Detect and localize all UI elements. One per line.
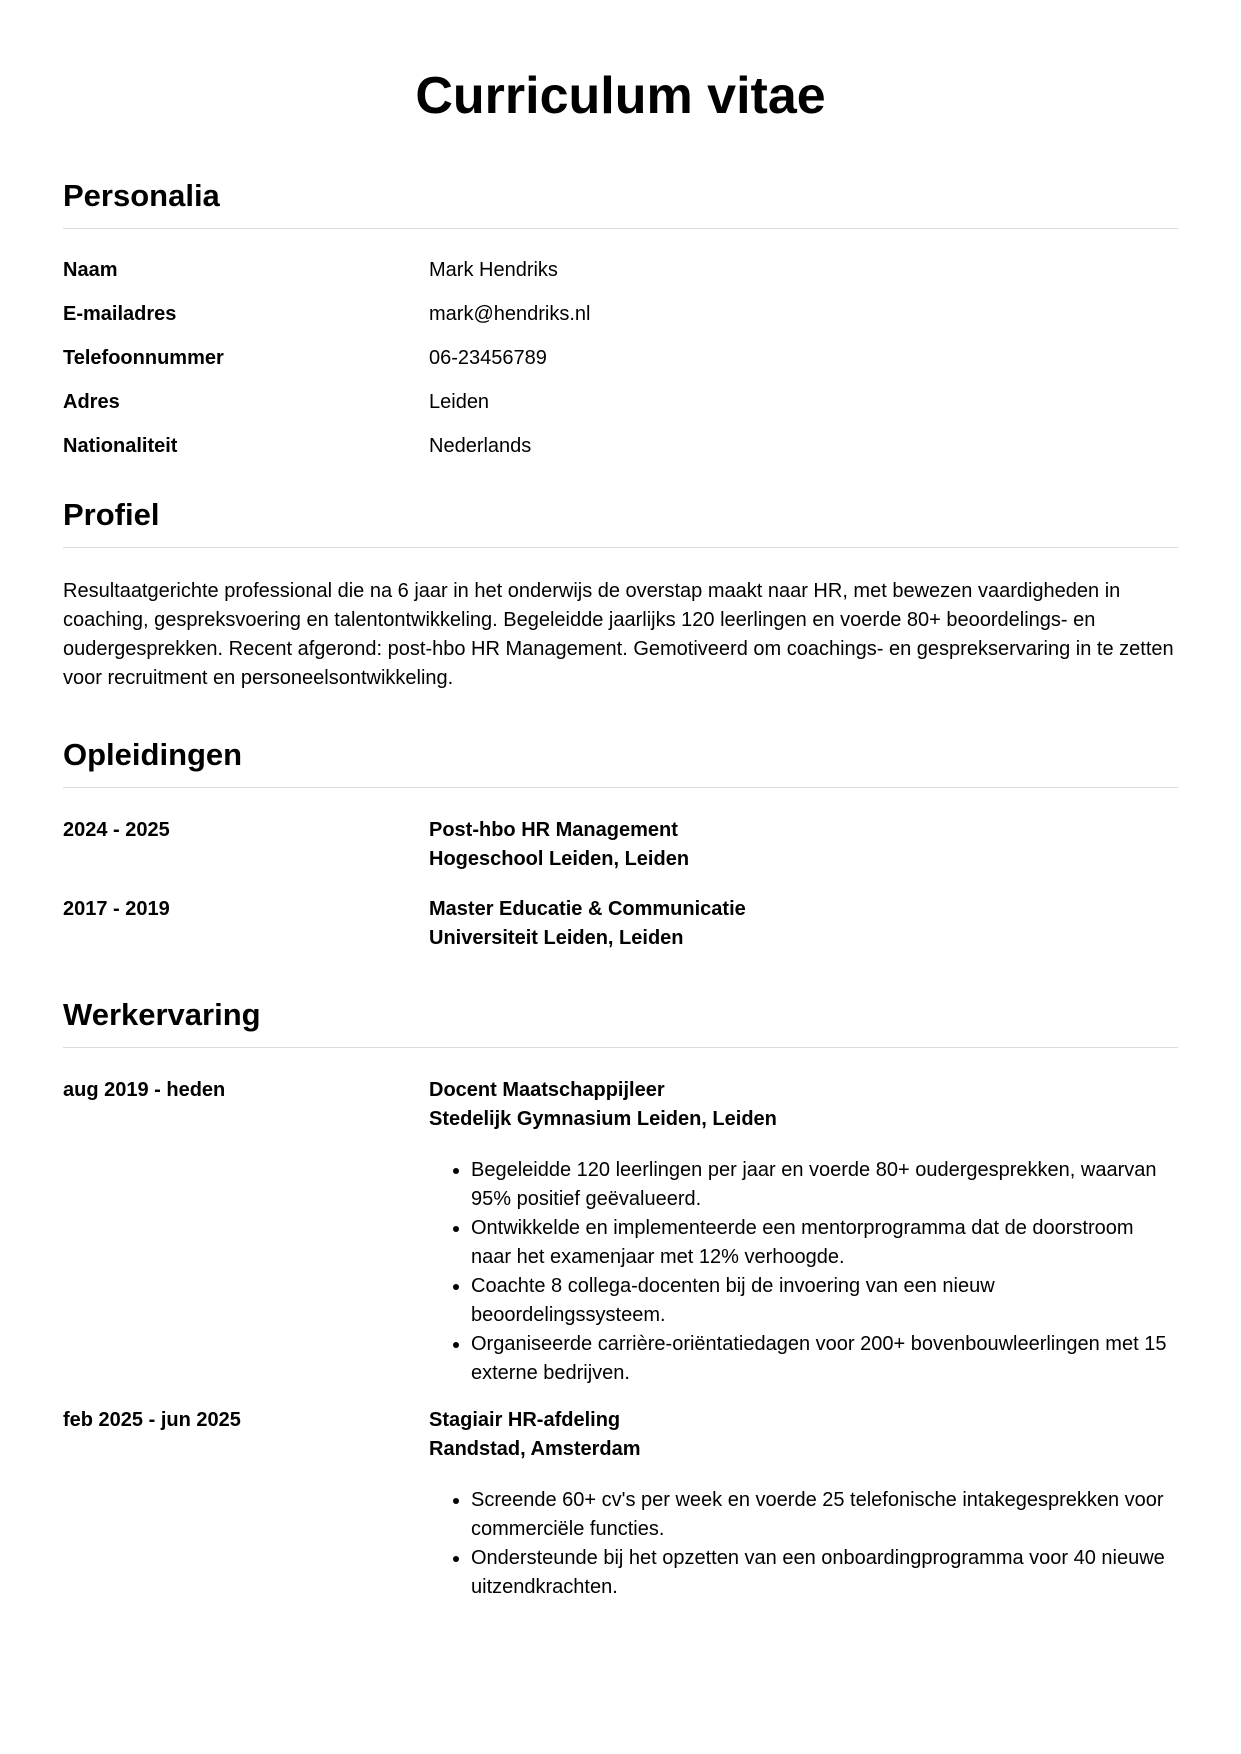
work-achievements [429, 1486, 1178, 1602]
achievement-item: • Screende 60+ cv's per week en voerde 25 telefonische intakegesprekken voor commerciële functies. [471, 1486, 1178, 1544]
personalia-label: Telefoonnummer [63, 347, 224, 369]
section-heading-personalia: Personalia [63, 176, 1178, 229]
achievement-item: • Ontwikkelde en implementeerde een mentorprogramma dat de doorstroom naar het examenjaar met 12% verhoogde. [471, 1214, 1178, 1272]
education-period: 2024 - 2025 [63, 819, 170, 841]
personalia-row-telefoon [63, 344, 1178, 373]
work-achievements [429, 1156, 1178, 1388]
personalia-row-nationaliteit [63, 432, 1178, 461]
work-title: Docent Maatschappijleer [429, 1079, 665, 1101]
education-period: 2017 - 2019 [63, 898, 170, 920]
personalia-label: Adres [63, 391, 120, 413]
education-entry [63, 895, 1178, 953]
section-heading-opleidingen: Opleidingen [63, 735, 1178, 788]
section-heading-profiel: Profiel [63, 495, 1178, 548]
work-period: feb 2025 - jun 2025 [63, 1409, 241, 1431]
work-title: Stagiair HR-afdeling [429, 1409, 621, 1431]
personalia-value: Leiden [429, 391, 490, 413]
personalia-label: E-mailadres [63, 303, 177, 325]
work-employer: Randstad, Amsterdam [429, 1438, 641, 1460]
personalia-value: 06-23456789 [429, 347, 547, 369]
personalia-value: Mark Hendriks [429, 259, 558, 281]
education-institution: Hogeschool Leiden, Leiden [429, 848, 690, 870]
work-entry [63, 1076, 1178, 1388]
section-opleidingen [63, 735, 1178, 953]
section-heading-werkervaring: Werkervaring [63, 995, 1178, 1048]
personalia-value: mark@hendriks.nl [429, 303, 591, 325]
section-werkervaring [63, 995, 1178, 1602]
education-title: Post-hbo HR Management [429, 819, 678, 841]
achievement-item: • Organiseerde carrière-oriëntatiedagen voor 200+ bovenbouwleerlingen met 15 externe bedrijven. [471, 1330, 1178, 1388]
work-employer: Stedelijk Gymnasium Leiden, Leiden [429, 1108, 777, 1130]
section-personalia [63, 176, 1178, 461]
achievement-item: • Ondersteunde bij het opzetten van een onboardingprogramma voor 40 nieuwe uitzendkrachten. [471, 1544, 1178, 1602]
achievement-item: • Begeleidde 120 leerlingen per jaar en voerde 80+ oudergesprekken, waarvan 95% positief geëvalueerd. [471, 1156, 1178, 1214]
personalia-row-naam [63, 256, 1178, 285]
education-title: Master Educatie & Communicatie [429, 898, 746, 920]
personalia-row-adres [63, 388, 1178, 417]
personalia-label: Nationaliteit [63, 435, 178, 457]
document-title: Curriculum vitae [415, 67, 826, 125]
profile-text: Resultaatgerichte professional die na 6 jaar in het onderwijs de overstap maakt naar HR, met bewezen vaardigheden in coaching, gespreksvoering en talentontwikkeling. Begeleidde jaarlijks 120 leerlingen en voerde 80+ beoordelings- en oudergesprekken. Recent afgerond: post-hbo HR Management. Gemotiveerd om coachings- en gesprekservaring in te zetten voor recruitment en personeelsontwikkeling. [63, 580, 1174, 689]
education-entry [63, 816, 1178, 874]
personalia-label: Naam [63, 259, 118, 281]
work-entry [63, 1406, 1178, 1602]
achievement-item: • Coachte 8 collega-docenten bij de invoering van een nieuw beoordelingssysteem. [471, 1272, 1178, 1330]
work-period: aug 2019 - heden [63, 1079, 226, 1101]
section-profiel [63, 495, 1178, 693]
personalia-row-email [63, 300, 1178, 329]
personalia-value: Nederlands [429, 435, 532, 457]
education-institution: Universiteit Leiden, Leiden [429, 927, 684, 949]
